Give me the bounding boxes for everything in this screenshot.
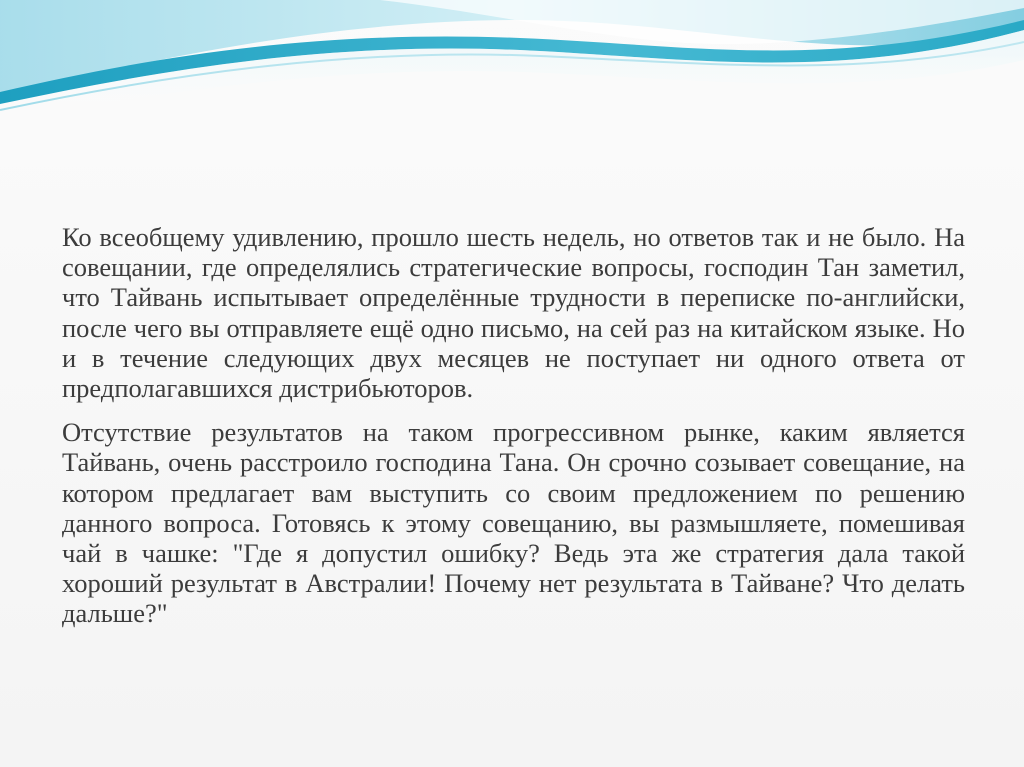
paragraph-1: Ко всеобщему удивлению, прошло шесть недель, но ответов так и не было. На совещании, где определялись стратегические вопросы, господин Тан заметил, что Тайвань испытывает определённые трудности в переписке по-английски, после чего вы отправляете ещё одно письмо, на сей раз на китайском языке. Но и в течение следующих двух месяцев не поступает ни одного ответа от предполагавшихся дистрибьюторов. — [62, 222, 965, 404]
paragraph-2: Отсутствие результатов на таком прогрессивном рынке, каким является Тайвань, очень расстроило господина Тана. Он срочно созывает совещание, на котором предлагает вам выступить со своим предложением по решению данного вопроса. Готовясь к этому совещанию, вы размышляете, помешивая чай в чашке: "Где я допустил ошибку? Ведь эта же стратегия дала такой хороший результат в Австралии! Почему нет результата в Тайване? Что делать дальше?" — [62, 417, 965, 629]
slide-body — [62, 222, 965, 629]
header-wave-decoration — [0, 0, 1024, 120]
